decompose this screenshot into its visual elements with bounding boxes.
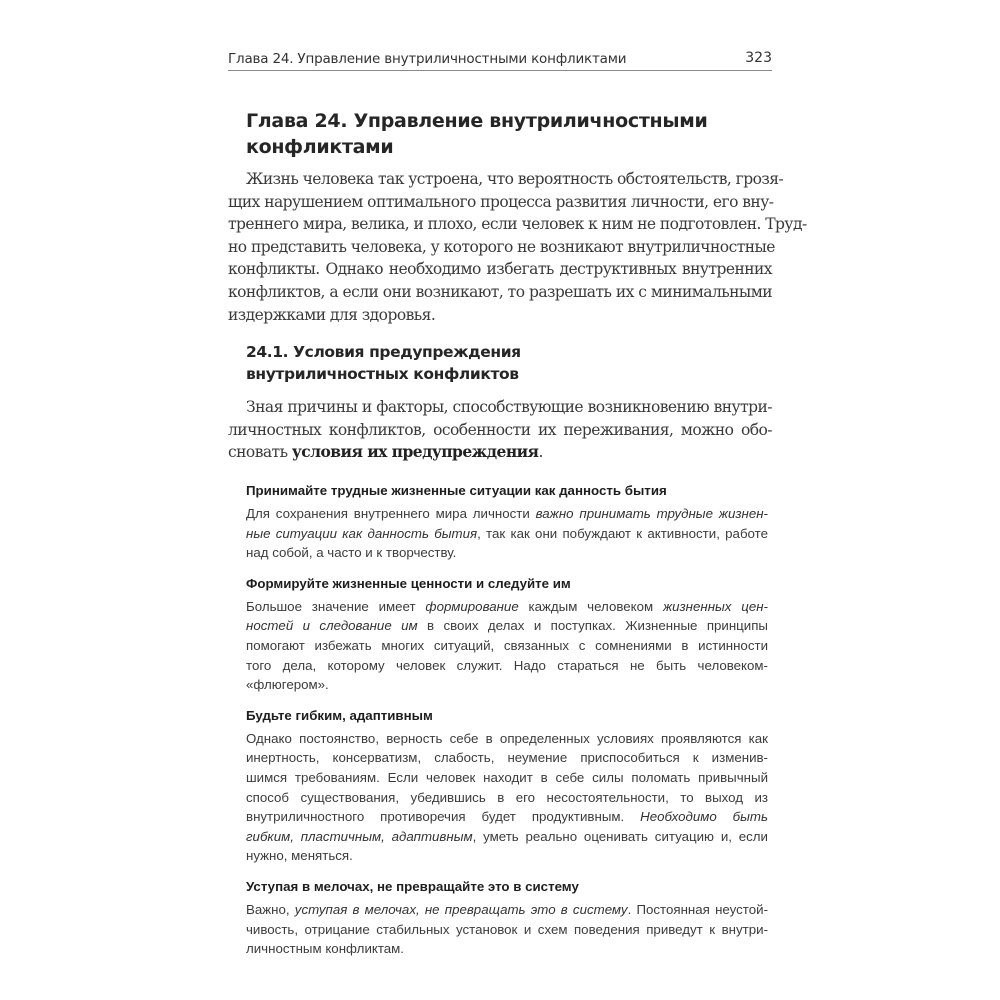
text-line [246, 807, 768, 827]
rule-body [246, 729, 768, 866]
section-title-line: 24.1. Условия предупреждения [246, 343, 521, 361]
text-line [246, 827, 768, 847]
emphasis-text: важно принимать трудные жизнен- [535, 506, 768, 521]
text-line: но представить человека, у которого не возникают внутриличностные [228, 237, 775, 256]
body-text: Для сохранения внутреннего мира личности [246, 506, 536, 521]
text-line: конфликты. Однако необходимо избегать деструктивных внутренних [228, 260, 772, 279]
body-text: Однако постоянство, верность себе в определенных условиях проявляются как [246, 730, 768, 746]
body-text: . Постоянная неустой- [627, 901, 768, 917]
section-title [246, 341, 646, 385]
rule-block [246, 707, 768, 866]
body-text: Важно, [246, 901, 295, 917]
text-line [246, 524, 768, 544]
text-line [246, 788, 768, 808]
body-text: инертность, консерватизм, слабость, неумение приспособиться к изменив- [246, 750, 768, 766]
body-text: , уметь реально оценивать ситуацию и, если [472, 828, 768, 844]
body-text: шимся требованиям. Если человек находит в себе силы поломать привычный [246, 769, 768, 785]
rule-block [246, 575, 768, 695]
text-line: треннего мира, велика, и плохо, если человек к ним не подготовлен. Труд- [228, 215, 807, 234]
text-line: Жизнь человека так устроена, что вероятность обстоятельств, грозя- [246, 170, 784, 188]
text-line [246, 846, 768, 866]
emphasis-text: жизненных цен- [662, 598, 768, 614]
running-head [228, 48, 772, 71]
rule-block [246, 482, 768, 563]
rule-heading: Формируйте жизненные ценности и следуйте им [246, 575, 571, 591]
text-line [228, 441, 772, 464]
body-text: личностным конфликтам. [246, 941, 405, 957]
chapter-title-line: конфликтами [246, 136, 394, 158]
body-text: «флюгером». [246, 677, 329, 693]
body-text: помогают избежать многих ситуаций, связанных с сомнениями в истинности [246, 637, 768, 653]
body-text: в своих делах и поступках. Жизненные принципы [417, 618, 768, 634]
rule-heading: Уступая в мелочах, не превращайте это в систему [246, 878, 579, 894]
body-text: каждым человеком [518, 598, 663, 614]
text-line [246, 675, 768, 695]
text-line [246, 616, 768, 636]
emphasis-text: ные ситуации как данность бытия [246, 525, 478, 541]
body-text: нужно, меняться. [246, 848, 353, 864]
text-line: щих нарушением оптимального процесса развития личности, его вну- [228, 192, 774, 211]
body-text: того дела, которому человек служит. Надо стараться не быть человеком- [246, 657, 768, 673]
body-text: способ существования, убедившись в его несостоятельности, то выход из [246, 789, 768, 805]
text-line: Зная причины и факторы, способствующие возникновению внутри- [246, 398, 772, 416]
page-number: 323 [745, 50, 772, 66]
running-head-title: Глава 24. Управление внутриличностными конфликтами [228, 51, 627, 67]
text-line [246, 939, 768, 959]
lead-suffix: . [538, 443, 543, 462]
body-text: чивость, отрицание стабильных установок и схем поведения приведут к внутри- [246, 921, 768, 937]
text-line [246, 768, 768, 788]
rule-body [246, 504, 768, 563]
emphasis-text: уступая в мелочах, не превращать это в систему [294, 901, 628, 917]
rule-heading: Будьте гибким, адаптивным [246, 707, 433, 723]
text-line [246, 504, 768, 524]
text-line: конфликтов, а если они возникают, то разрешать их с минимальными [228, 282, 772, 301]
emphasis-text: ностей и следование им [246, 618, 418, 634]
text-line [246, 543, 768, 563]
emphasis-text: формирование [425, 598, 519, 614]
rule-body [246, 597, 768, 695]
lead-prefix: сновать [228, 443, 292, 462]
text-line [246, 729, 768, 749]
text-line: личностных конфликтов, особенности их переживания, можно обо- [228, 420, 772, 439]
text-line [246, 900, 768, 920]
body-text: Большое значение имеет [246, 598, 426, 614]
lead-emphasis: условия их предупреждения [291, 442, 539, 462]
emphasis-text: Необходимо быть [640, 809, 769, 825]
emphasis-text: гибким, пластичным, адаптивным [246, 828, 473, 844]
text-line: издержками для здоровья. [228, 305, 436, 324]
section-title-line: внутриличностных конфликтов [246, 365, 519, 383]
text-line [246, 920, 768, 940]
rule-body [246, 900, 768, 959]
chapter-intro-paragraph [228, 168, 807, 326]
body-text: внутриличностного противоречия будет продуктивным. [246, 809, 641, 825]
body-text: , так как они побуждают к активности, работе [477, 525, 768, 541]
text-line [246, 636, 768, 656]
section-lead-paragraph [228, 396, 772, 464]
text-line [246, 748, 768, 768]
chapter-title [246, 108, 746, 160]
rule-heading: Принимайте трудные жизненные ситуации как данность бытия [246, 483, 667, 498]
text-line [246, 656, 768, 676]
rules-list [246, 482, 768, 971]
rule-block [246, 878, 768, 959]
body-text: над собой, а часто и к творчеству. [246, 545, 457, 561]
chapter-title-line: Глава 24. Управление внутриличностными [246, 110, 708, 132]
book-page [228, 48, 807, 957]
text-line [246, 597, 768, 617]
